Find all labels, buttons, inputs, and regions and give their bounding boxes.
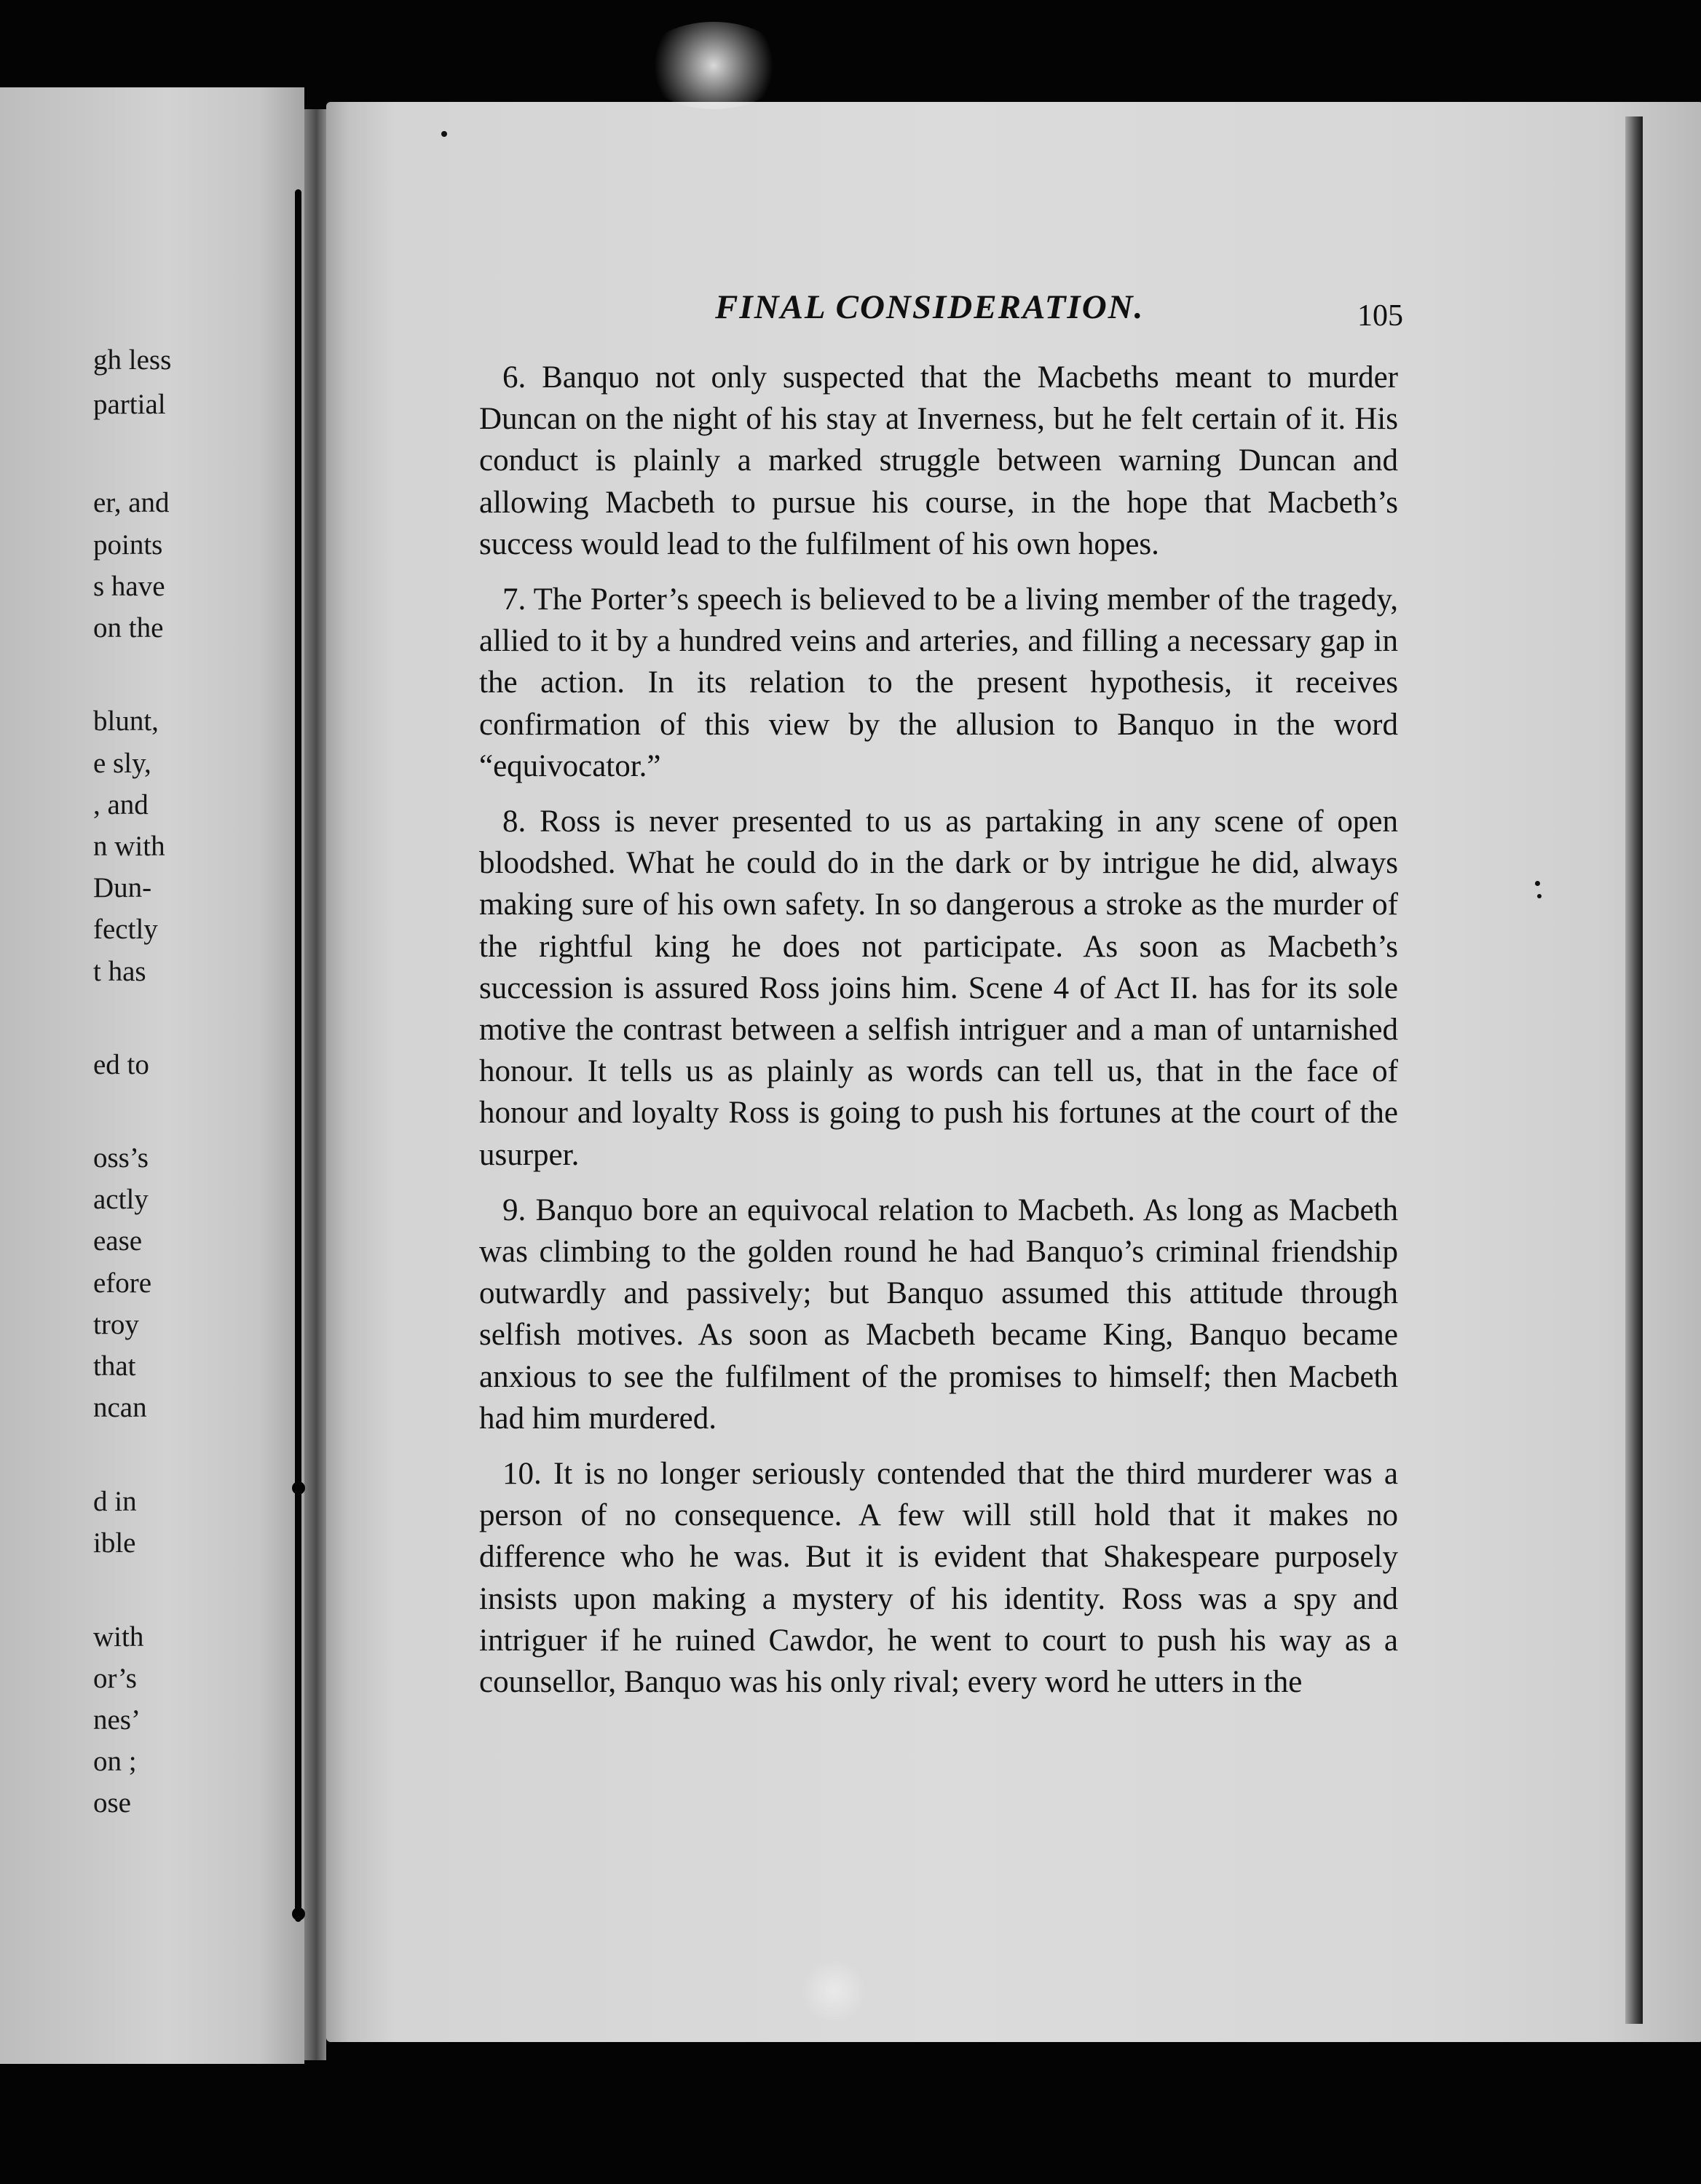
facing-line: d in bbox=[93, 1486, 137, 1517]
facing-line: s have bbox=[93, 571, 165, 602]
binding-thread bbox=[295, 189, 301, 1922]
facing-line: , and bbox=[93, 789, 149, 820]
paragraph-7: 7. The Porter’s speech is believed to be a living member of the tragedy, allied to it by a hundred veins and arteries, and filling a necessary gap in the action. In its relation to the present hypothesis, it receives confirmation of this view by the allusion to Banquo in the word “equivocator.” bbox=[479, 582, 1398, 783]
facing-line: gh less bbox=[93, 344, 172, 376]
facing-line: efore bbox=[93, 1267, 152, 1299]
facing-line: ose bbox=[93, 1787, 131, 1819]
ink-speck bbox=[1535, 881, 1540, 886]
book-gutter bbox=[304, 109, 326, 2060]
facing-line: on ; bbox=[93, 1746, 137, 1777]
page-body bbox=[479, 357, 1398, 1717]
facing-line: n with bbox=[93, 831, 165, 862]
facing-line: troy bbox=[93, 1309, 139, 1340]
facing-line: with bbox=[93, 1621, 144, 1653]
facing-line: ease bbox=[93, 1225, 143, 1257]
facing-line: partial bbox=[93, 389, 166, 420]
facing-line: blunt, bbox=[93, 705, 159, 737]
facing-line: ible bbox=[93, 1527, 136, 1559]
paragraph-6: 6. Banquo not only suspected that the Macbeths meant to murder Duncan on the night of his stay at Inverness, but he felt certain of it. His conduct is plainly a marked struggle between warning Duncan and allowing Macbeth to pursue his course, in the hope that Macbeth’s success would lead to the fulfilment of his own hopes. bbox=[479, 360, 1398, 561]
facing-line: er, and bbox=[93, 487, 170, 518]
facing-line: on the bbox=[93, 612, 164, 644]
paragraph-10: 10. It is no longer seriously contended that the third murderer was a person of no consequence. A few will still hold that it makes no difference who he was. But it is evident that Shakespeare purposely insists upon making a mystery of his identity. Ross was a spy and intriguer if he ruined Cawdor, he went to court to push his way as a counsellor, Banquo was his only rival; every word he utters in the bbox=[479, 1457, 1398, 1700]
facing-line: fectly bbox=[93, 914, 158, 945]
ink-speck bbox=[441, 131, 447, 137]
page-number: 105 bbox=[1357, 299, 1403, 333]
running-head: FINAL CONSIDERATION. bbox=[715, 288, 1145, 326]
paper-blemish bbox=[641, 22, 786, 109]
binding-knot bbox=[292, 1481, 305, 1495]
paper-blemish bbox=[801, 1958, 867, 2024]
facing-line: ncan bbox=[93, 1392, 147, 1423]
facing-line: that bbox=[93, 1350, 136, 1382]
facing-line: oss’s bbox=[93, 1142, 149, 1174]
facing-page bbox=[0, 87, 304, 2064]
facing-line: actly bbox=[93, 1184, 149, 1215]
ink-speck bbox=[1537, 894, 1542, 898]
paragraph-8: 8. Ross is never presented to us as partaking in any scene of open bloodshed. What he could do in the dark or by intrigue he did, always making sure of his own safety. In so dangerous a stroke as the murder of the rightful king he does not participate. As soon as Macbeth’s succession is assured Ross joins him. Scene 4 of Act II. has for its sole motive the contrast between a selfish intriguer and a man of untarnished honour. It tells us as plainly as words can tell us, that in the face of honour and loyalty Ross is going to push his fortunes at the court of the usurper. bbox=[479, 804, 1398, 1172]
facing-line: Dun- bbox=[93, 872, 152, 903]
facing-page-text bbox=[0, 87, 304, 2064]
facing-line: e sly, bbox=[93, 748, 151, 779]
facing-line: ed to bbox=[93, 1049, 149, 1080]
binding-knot bbox=[292, 1907, 305, 1920]
page-edge-shadow bbox=[1625, 116, 1643, 2024]
facing-line: or’s bbox=[93, 1663, 137, 1694]
facing-line: nes’ bbox=[93, 1704, 141, 1736]
facing-line: t has bbox=[93, 956, 146, 987]
facing-line: points bbox=[93, 529, 163, 561]
paragraph-9: 9. Banquo bore an equivocal relation to Macbeth. As long as Macbeth was climbing to the golden round he had Banquo’s criminal friendship outwardly and passively; but Banquo assumed this attitude through selfish motives. As soon as Macbeth became King, Banquo became anxious to see the fulfilment of the promises to himself; then Macbeth had him murdered. bbox=[479, 1192, 1398, 1436]
